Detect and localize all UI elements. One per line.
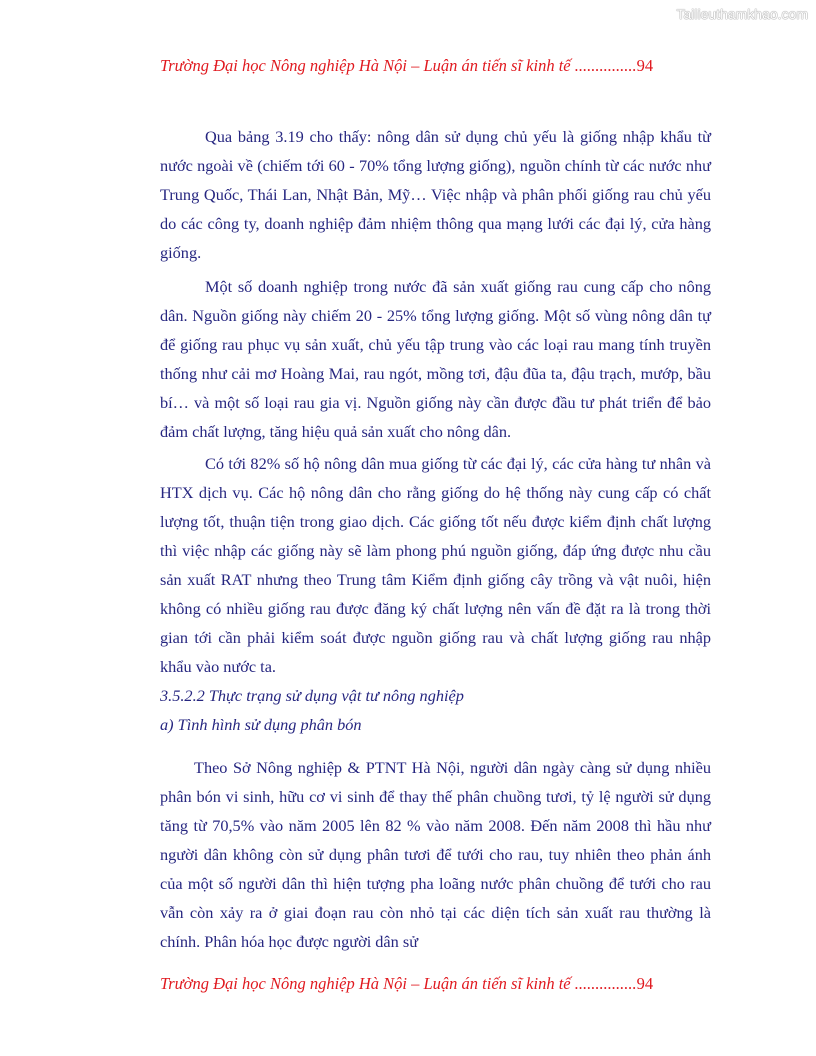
- paragraph-3: Có tới 82% số hộ nông dân mua giống từ các đại lý, các cửa hàng tư nhân và HTX dịch vụ. Các hộ nông dân cho rằng giống do hệ thống này cung cấp có chất lượng tốt, thuận tiện trong giao dịch. Các giống tốt nếu được kiểm định chất lượng thì việc nhập các giống này sẽ làm phong phú nguồn giống, đáp ứng được nhu cầu sản xuất RAT nhưng theo Trung tâm Kiểm định giống cây trồng và vật nuôi, hiện không có nhiều giống rau được đăng ký chất lượng nên vấn đề đặt ra là trong thời gian tới cần phải kiểm soát được nguồn giống rau và chất lượng giống rau nhập khẩu vào nước ta.: [160, 454, 711, 676]
- section-heading: 3.5.2.2 Thực trạng sử dụng vật tư nông nghiệp: [160, 686, 464, 705]
- paragraph-4: Theo Sở Nông nghiệp & PTNT Hà Nội, người dân ngày càng sử dụng nhiều phân bón vi sinh, hữu cơ vi sinh để thay thế phân chuồng tươi, tỷ lệ người sử dụng tăng từ 70,5% vào năm 2005 lên 82 % vào năm 2008. Đến năm 2008 thì hầu như người dân không còn sử dụng phân tươi để tưới cho rau, tuy nhiên theo phản ánh của một số người dân thì hiện tượng pha loãng nước phân chuồng để tưới cho rau vẫn còn xảy ra ở giai đoạn rau còn nhỏ tại các diện tích sản xuất rau thường là chính. Phân hóa học được người dân sử: [160, 758, 711, 951]
- watermark: Tailieuthamkhao.com: [676, 6, 808, 22]
- running-header: [160, 56, 700, 76]
- running-footer: [160, 974, 700, 994]
- body-text: [160, 122, 711, 956]
- footer-page-number: 94: [636, 974, 654, 993]
- running-footer-text: Trường Đại học Nông nghiệp Hà Nội – Luận án tiến sĩ kinh tế ...............: [160, 974, 637, 993]
- running-header-text: Trường Đại học Nông nghiệp Hà Nội – Luận án tiến sĩ kinh tế ...............: [160, 56, 637, 75]
- header-page-number: 94: [636, 56, 654, 75]
- paragraph-2: Một số doanh nghiệp trong nước đã sản xuất giống rau cung cấp cho nông dân. Nguồn giống này chiếm 20 - 25% tổng lượng giống. Một số vùng nông dân tự để giống rau phục vụ sản xuất, chủ yếu tập trung vào các loại rau mang tính truyền thống như cải mơ Hoàng Mai, rau ngót, mồng tơi, đậu đũa ta, đậu trạch, mướp, bầu bí… và một số loại rau gia vị. Nguồn giống này cần được đầu tư phát triển để bảo đảm chất lượng, tăng hiệu quả sản xuất cho nông dân.: [160, 277, 711, 441]
- subsection-heading: a) Tình hình sử dụng phân bón: [160, 715, 362, 734]
- paragraph-1: Qua bảng 3.19 cho thấy: nông dân sử dụng chủ yếu là giống nhập khẩu từ nước ngoài về (chiếm tới 60 - 70% tổng lượng giống), nguồn chính từ các nước như Trung Quốc, Thái Lan, Nhật Bản, Mỹ… Việc nhập và phân phối giống rau chủ yếu do các công ty, doanh nghiệp đảm nhiệm thông qua mạng lưới các đại lý, cửa hàng giống.: [160, 127, 711, 262]
